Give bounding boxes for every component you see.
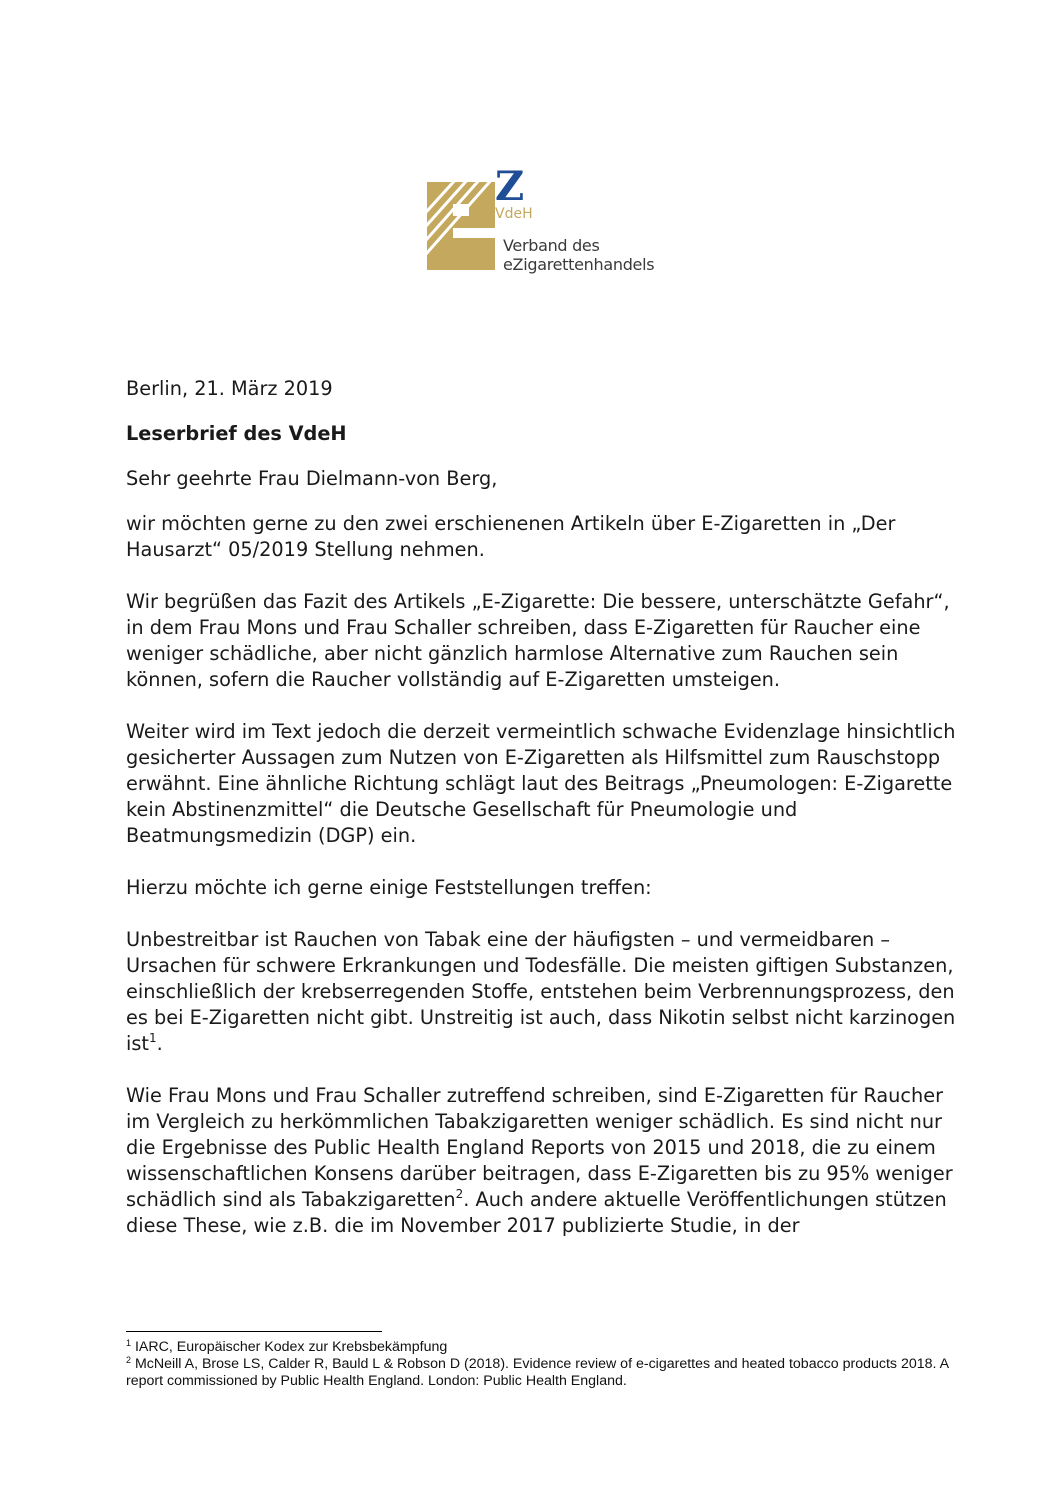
logo-z-letter: Z <box>495 163 525 210</box>
footnotes <box>126 1339 956 1390</box>
paragraph-6-text-a: Wie Frau Mons und Frau Schaller zutreffend schreiben, sind E-Zigaretten für Raucher im Vergleich zu herkömmlichen Tabakzigaretten weniger schädlich. Es sind nicht nur die Ergebnisse des Public Health England Reports von 2015 und 2018, die zu einem wissenschaftlichen Konsens darüber beitragen, dass E-Zigaretten bis zu 95% weniger schädlich sind als Tabakzigaretten <box>126 1084 953 1211</box>
footnote-1 <box>126 1339 956 1356</box>
footnote-ref-1[interactable]: 1 <box>148 1031 157 1045</box>
logo-e-mark <box>423 178 499 274</box>
paragraph-5-text: Unbestreitbar ist Rauchen von Tabak eine der häufigsten – und vermeidbaren – Ursachen für schwere Erkrankungen und Todesfälle. Die meisten giftigen Substanzen, einschließlich der krebserregenden Stoffe, entstehen beim Verbrennungsprozess, den es bei E-Zigaretten nicht gibt. Unstreitig ist auch, dass Nikotin selbst nicht karzinogen ist <box>126 928 956 1055</box>
letter-heading: Leserbrief des VdeH <box>126 422 347 445</box>
footnote-1-marker: 1 <box>126 1338 132 1348</box>
footnote-2-text: McNeill A, Brose LS, Calder R, Bauld L & Robson D (2018). Evidence review of e-cigarettes and heated tobacco products 2018. A report commissioned by Public Health England. London: Public Health England. <box>126 1356 949 1389</box>
paragraph-5 <box>126 927 956 1057</box>
paragraph-1: wir möchten gerne zu den zwei erschienenen Artikeln über E-Zigaretten in „Der Hausarzt“ 05/2019 Stellung nehmen. <box>126 512 896 561</box>
logo-wordmark <box>503 236 654 274</box>
paragraph-2: Wir begrüßen das Fazit des Artikels „E-Zigarette: Die bessere, unterschätzte Gefahr“, in dem Frau Mons und Frau Schaller schreiben, dass E-Zigaretten für Raucher eine weniger schädliche, aber nicht gänzlich harmlose Alternative zum Rauchen sein können, sofern die Raucher vollständig auf E-Zigaretten umsteigen. <box>126 590 950 691</box>
footnote-divider <box>126 1331 382 1332</box>
logo-vdeh-label: VdeH <box>495 206 533 222</box>
footnote-2-marker: 2 <box>126 1355 132 1365</box>
logo-line-2: eZigarettenhandels <box>503 255 655 274</box>
logo-line-1: Verband des <box>503 236 600 255</box>
letter-salutation: Sehr geehrte Frau Dielmann-von Berg, <box>126 467 498 490</box>
paragraph-5-end: . <box>156 1032 163 1055</box>
paragraph-4: Hierzu möchte ich gerne einige Feststellungen treffen: <box>126 876 652 899</box>
footnote-1-text: IARC, Europäischer Kodex zur Krebsbekämpfung <box>131 1339 448 1355</box>
letter-body <box>126 376 956 1265</box>
paragraph-6 <box>126 1083 956 1239</box>
paragraph-3: Weiter wird im Text jedoch die derzeit vermeintlich schwache Evidenzlage hinsichtlich gesicherter Aussagen zum Nutzen von E-Zigaretten als Hilfsmittel zum Rauschstopp erwähnt. Eine ähnliche Richtung schlägt laut des Beitrags „Pneumologen: E-Zigarette kein Abstinenzmittel“ die Deutsche Gesellschaft für Pneumologie und Beatmungsmedizin (DGP) ein. <box>126 720 956 847</box>
footnote-2 <box>126 1356 956 1390</box>
footnote-ref-2[interactable]: 2 <box>455 1187 464 1201</box>
paragraph-6-text-b: . Auch andere aktuelle Veröffentlichungen stützen diese These, wie z.B. die im November 2017 publizierte Studie, in der <box>126 1188 947 1237</box>
letter-date: Berlin, 21. März 2019 <box>126 377 333 400</box>
